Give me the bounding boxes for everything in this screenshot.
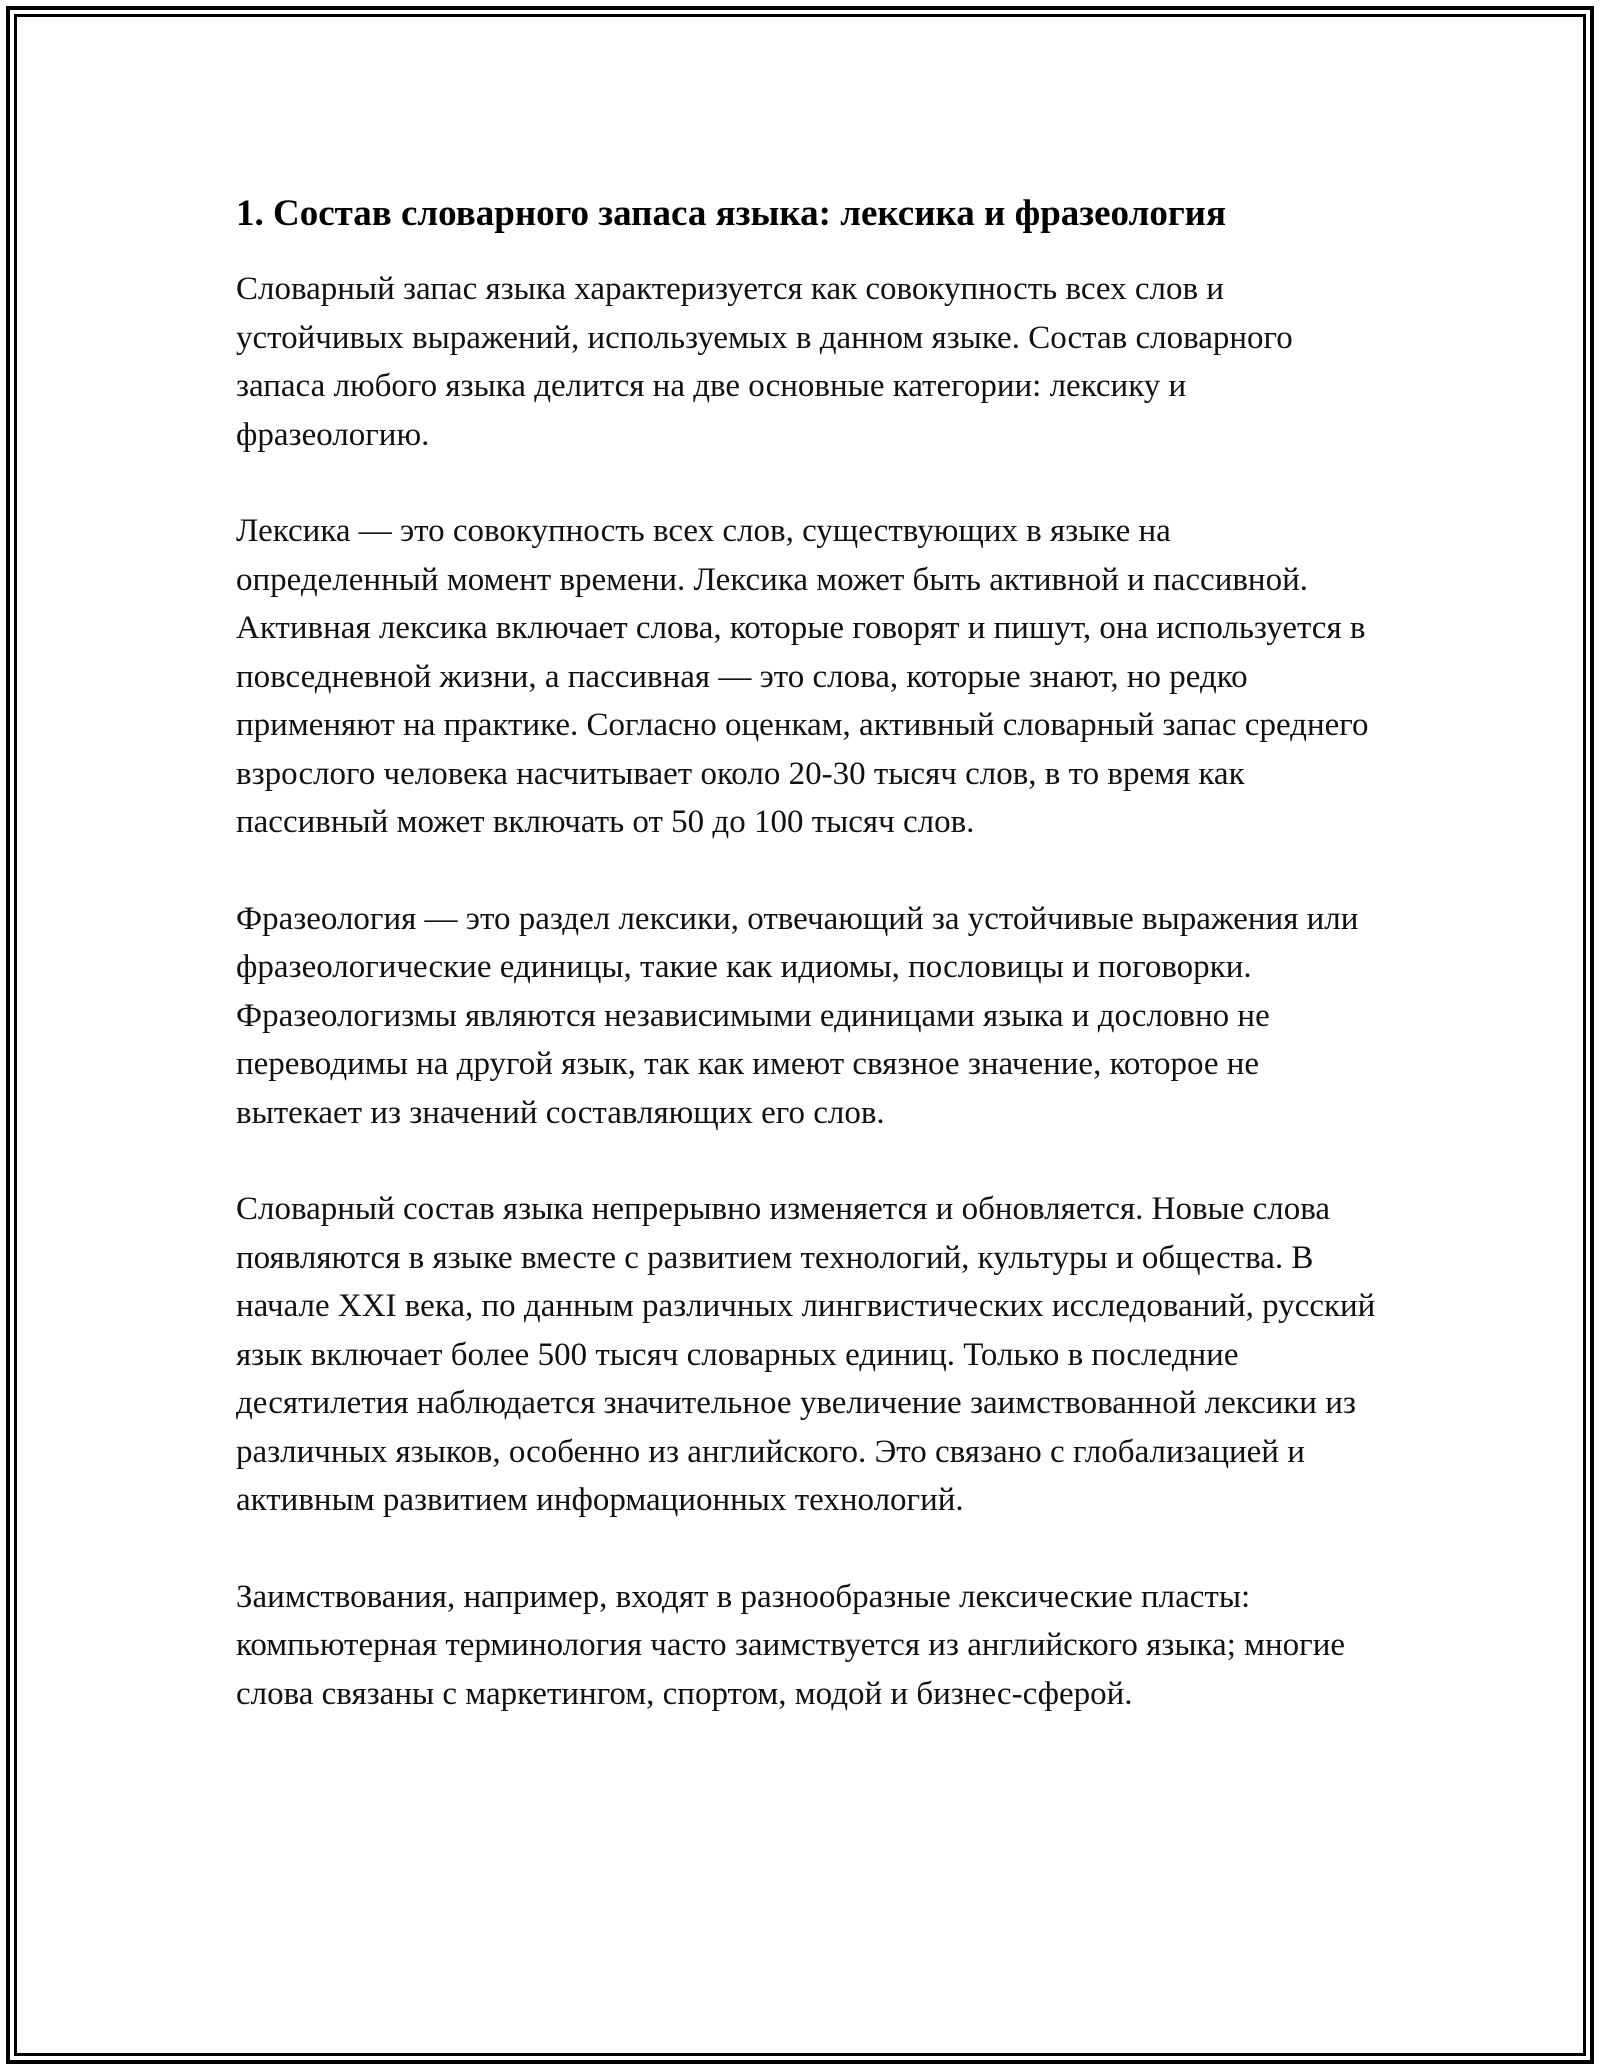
paragraph-lexicon: Лексика — это совокупность всех слов, существующих в языке на определенный момент времени. Лексика может быть активной и пассивной. Активная лексика включает слова, которые говорят и пишут, она используется в повседневной жизни, а пассивная — это слова, которые знают, но редко применяют на практике. Согласно оценкам, активный словарный запас среднего взрослого человека насчитывает около 20-30 тысяч слов, в то время как пассивный может включать от 50 до 100 тысяч слов.: [236, 513, 1369, 840]
section-heading: 1. Состав словарного запаса языка: лексика и фразеология: [236, 193, 1226, 234]
paragraph-borrowings: Заимствования, например, входят в разнообразные лексические пласты: компьютерная терминология часто заимствуется из английского языка; многие слова связаны с маркетингом, спортом, модой и бизнес-сферой.: [236, 1578, 1345, 1712]
document-body: [236, 186, 1376, 1766]
paragraph-vocabulary-intro: Словарный запас языка характеризуется как совокупность всех слов и устойчивых выражений, используемых в данном языке. Состав словарного запаса любого языка делится на две основные категории: лексику и фразеологию.: [236, 271, 1293, 453]
paragraph-vocabulary-change: Словарный состав языка непрерывно изменяется и обновляется. Новые слова появляются в языке вместе с развитием технологий, культуры и общества. В начале XXI века, по данным различных лингвистических исследований, русский язык включает более 500 тысяч словарных единиц. Только в последние десятилетия наблюдается значительное увеличение заимствованной лексики из различных языков, особенно из английского. Это связано с глобализацией и активным развитием информационных технологий.: [236, 1191, 1376, 1518]
paragraph-phraseology: Фразеология — это раздел лексики, отвечающий за устойчивые выражения или фразеологические единицы, такие как идиомы, пословицы и поговорки. Фразеологизмы являются независимыми единицами языка и дословно не переводимы на другой язык, так как имеют связное значение, которое не вытекает из значений составляющих его слов.: [236, 900, 1359, 1131]
